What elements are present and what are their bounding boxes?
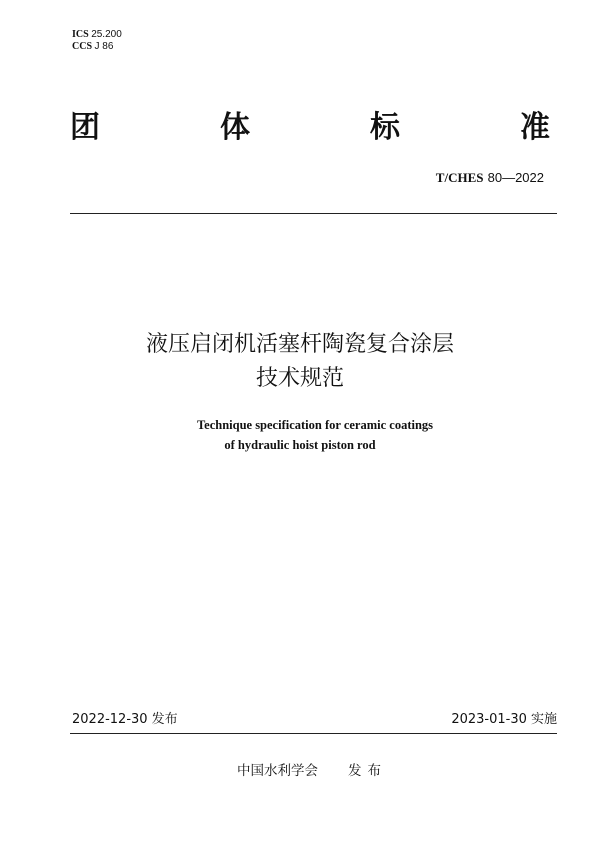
classification-codes [72,29,122,53]
document-type-heading [70,108,550,148]
publisher-name: 中国水利学会 [237,763,318,779]
issue-date: 2022-12-30 发布 [72,712,178,727]
footer-divider [70,733,557,734]
ccs-code [72,41,122,53]
title-chinese-line-2: 技术规范 [255,366,344,391]
implementation-date: 2023-01-30 实施 [451,712,557,727]
ics-label: ICS [72,29,89,40]
header-divider [70,213,557,214]
publisher-line [237,763,387,780]
ics-code [72,29,122,41]
title-english-line-1: Technique specification for ceramic coatings [196,418,434,432]
title-chinese-line-1: 液压启闭机活塞杆陶瓷复合涂层 [145,332,454,357]
doc-type-char-4: 准 [520,110,550,145]
doc-type-char-2: 体 [220,110,250,145]
title-english-line-2: of hydraulic hoist piston rod [224,438,376,452]
doc-type-char-1: 团 [70,110,100,145]
doc-type-char-3: 标 [370,110,400,145]
ics-value: 25.200 [91,29,122,40]
standard-number [436,170,544,187]
ccs-value: J 86 [94,41,114,52]
standard-prefix: T/CHES [435,170,484,185]
standard-code: 80—2022 [487,170,544,185]
publish-action: 发布 [348,763,387,779]
ccs-label: CCS [72,41,93,52]
